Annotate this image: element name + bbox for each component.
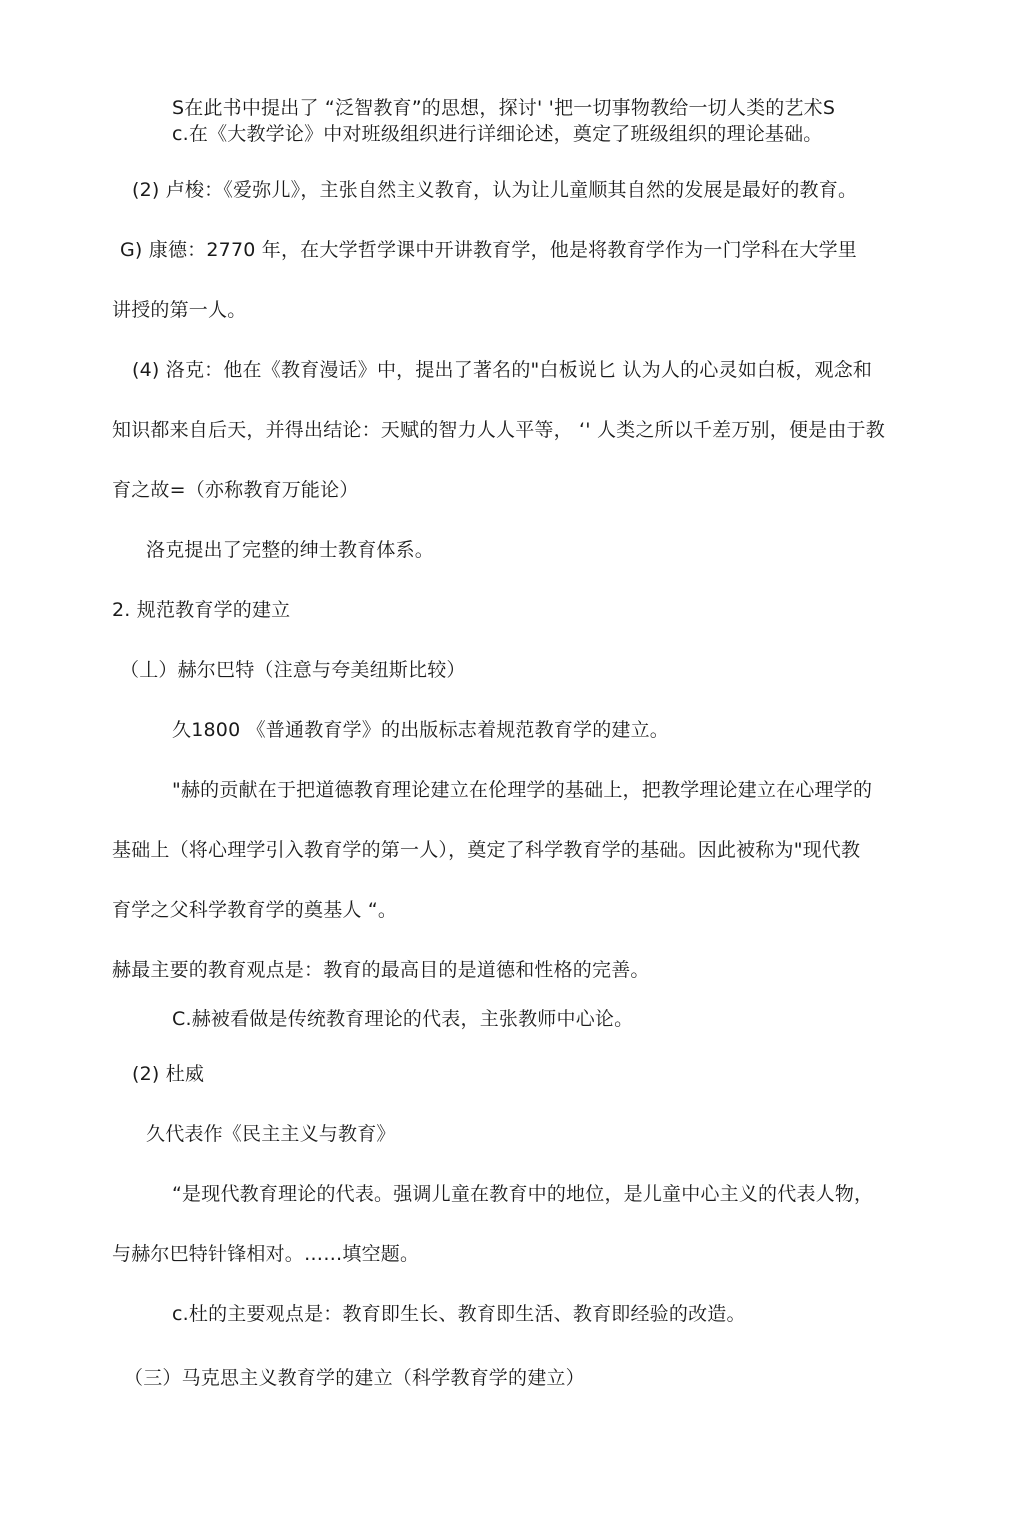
text-line: 讲授的第一人。 — [112, 299, 247, 321]
section-heading: （三）马克思主义教育学的建立（科学教育学的建立） — [124, 1367, 585, 1389]
text-line: S在此书中提出了 “泛智教育”的思想，探讨' '把一切事物教给一切人类的艺术S — [172, 97, 836, 119]
text-line: 育之故=（亦称教育万能论） — [112, 479, 359, 501]
text-line: "赫的贡献在于把道德教育理论建立在伦理学的基础上，把教学理论建立在心理学的 — [172, 779, 873, 801]
text-line: 育学之父科学教育学的奠基人 “。 — [112, 899, 398, 921]
text-line: 赫最主要的教育观点是：教育的最高目的是道德和性格的完善。 — [112, 959, 650, 981]
subsection-heading: (2) 杜威 — [132, 1063, 205, 1085]
text-line: (4) 洛克：他在《教育漫话》中，提出了著名的"白板说匕 认为人的心灵如白板，观念和 — [132, 359, 873, 381]
text-line: c.杜的主要观点是：教育即生长、教育即生活、教育即经验的改造。 — [172, 1303, 746, 1325]
text-line: 基础上（将心理学引入教育学的第一人），奠定了科学教育学的基础。因此被称为"现代教 — [112, 839, 861, 861]
text-line: C.赫被看做是传统教育理论的代表，主张教师中心论。 — [172, 1008, 634, 1030]
subsection-heading: （丄）赫尔巴特（注意与夸美纽斯比较） — [120, 659, 466, 681]
text-line: 久代表作《民主主义与教育》 — [146, 1123, 396, 1145]
text-line: “是现代教育理论的代表。强调儿童在教育中的地位，是儿童中心主义的代表人物， — [172, 1183, 874, 1205]
text-line: 洛克提出了完整的绅士教育体系。 — [146, 539, 435, 561]
text-line: G) 康德：2770 年，在大学哲学课中开讲教育学，他是将教育学作为一门学科在大学里 — [120, 239, 857, 261]
text-line: 与赫尔巴特针锋相对。……填空题。 — [112, 1243, 420, 1265]
text-line: 久1800 《普通教育学》的出版标志着规范教育学的建立。 — [172, 719, 669, 741]
text-line: (2) 卢梭：《爱弥儿》，主张自然主义教育，认为让儿童顺其自然的发展是最好的教育。 — [132, 179, 858, 201]
section-heading: 2. 规范教育学的建立 — [112, 599, 291, 621]
text-line: 知识都来自后天，并得出结论：天赋的智力人人平等， ‘' 人类之所以千差万别，便是由于教 — [112, 419, 885, 441]
text-line: c.在《大教学论》中对班级组织进行详细论述，奠定了班级组织的理论基础。 — [172, 123, 823, 145]
